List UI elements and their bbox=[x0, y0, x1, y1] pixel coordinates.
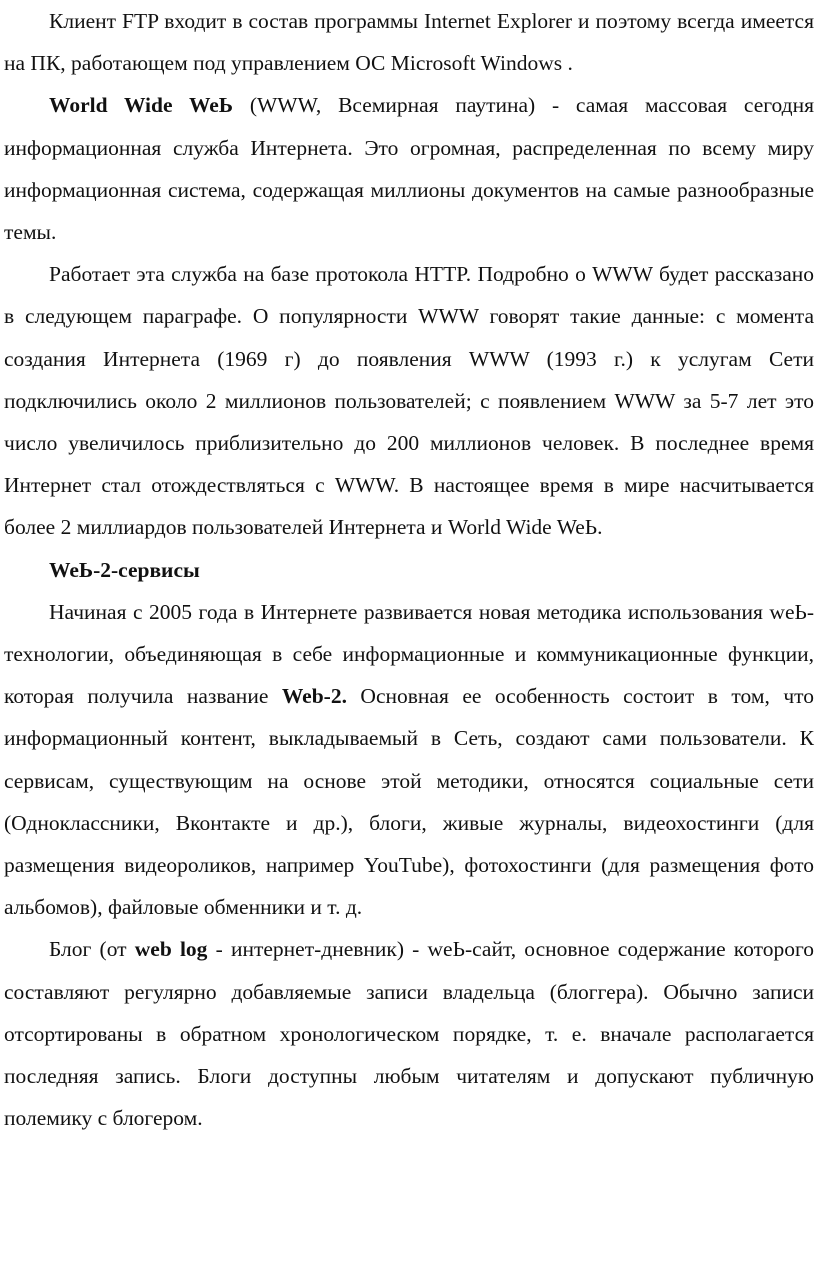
paragraph-http bbox=[4, 253, 814, 548]
paragraph-web2 bbox=[4, 591, 814, 929]
paragraph-blog-after: - интернет-дневник) - weЬ-сайт, основное содержание которого составляют регулярно добавляемые записи владельца (блоггера). Обычно записи отсортированы в обратном хронологическом порядке, т. е. вначале располагается последняя запись. Блоги доступны любым читателям и допускают публичную полемику с блогером. bbox=[4, 937, 815, 1131]
term-web2: Web-2. bbox=[281, 684, 347, 709]
paragraph-www-text: (WWW, Всемирная паутина) - самая массовая сегодня информационная служба Интернета. Это огромная, распределенная по всему миру информационная система, содержащая миллионы документов на самые разнообразные темы. bbox=[4, 93, 815, 245]
paragraph-web2-after: Основная ее особенность состоит в том, что информационный контент, выкладываемый в Сеть, создают сами пользователи. К сервисам, существующим на основе этой методики, относятся социальные сети (Одноклассники, Вконтакте и др.), блоги, живые журналы, видеохостинги (для размещения видеороликов, например YouTube), фотохостинги (для размещения фото альбомов), файловые обменники и т. д. bbox=[4, 684, 814, 920]
section-heading bbox=[4, 549, 814, 591]
section-heading-text: WeЬ-2-сервисы bbox=[49, 557, 200, 582]
paragraph-blog-before: Блог (от bbox=[49, 937, 135, 962]
paragraph-http-text: Работает эта служба на базе протокола HTTP. Подробно о WWW будет рассказано в следующем параграфе. О популярности WWW говорят такие данные: с момента создания Интернета (1969 г) до появления WWW (1993 г.) к услугам Сети подключились около 2 миллионов пользователей; с появлением WWW за 5-7 лет это число увеличилось приблизительно до 200 миллионов человек. В последнее время Интернет стал отождествляться с WWW. В настоящее время в мире насчитывается более 2 миллиардов пользователей Интернета и World Wide WeЬ. bbox=[4, 262, 814, 540]
term-web-log: web log bbox=[134, 937, 208, 962]
term-world-wide-web: World Wide WeЬ bbox=[49, 93, 234, 118]
paragraph-ftp bbox=[4, 0, 814, 84]
paragraph-blog bbox=[4, 928, 814, 1139]
paragraph-www bbox=[4, 84, 814, 253]
paragraph-ftp-text: Клиент FTP входит в состав программы Internet Explorer и поэтому всегда имеется на ПК, работающем под управлением ОС Microsoft Windows . bbox=[4, 9, 814, 76]
paragraph-web2-before: Начиная с 2005 года в Интернете развивается новая методика использования weЬ-технологии, объединяющая в себе информационные и коммуникационные функции, которая получила название bbox=[4, 599, 814, 709]
